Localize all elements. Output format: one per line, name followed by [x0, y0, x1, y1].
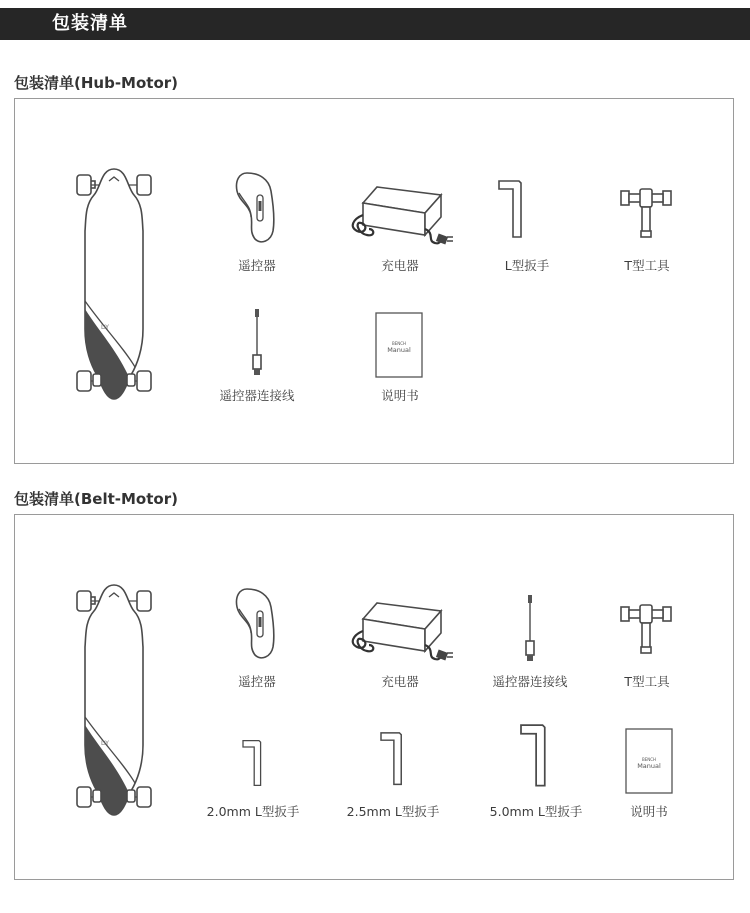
section-title-hub: 包装清单(Hub-Motor)	[14, 74, 179, 92]
remote-control-icon	[235, 171, 277, 247]
item-label: 遥控器	[238, 674, 276, 689]
item-label: 遥控器连接线	[492, 674, 568, 689]
svg-text:BENCH: BENCH	[391, 341, 407, 346]
charger-icon	[349, 185, 459, 249]
manual-icon	[376, 313, 424, 379]
svg-text:BENCH: BENCH	[641, 757, 657, 762]
item-label: 5.0mm L型扳手	[489, 804, 583, 819]
l-wrench-icon	[499, 179, 525, 241]
item-label: L型扳手	[504, 258, 550, 273]
skateboard-icon	[71, 169, 157, 401]
item-label: 遥控器连接线	[219, 388, 295, 403]
item-label: 遥控器	[238, 258, 276, 273]
svg-text:Manual: Manual	[637, 762, 661, 770]
svg-text:Manual: Manual	[387, 346, 411, 354]
skateboard-icon	[71, 585, 157, 817]
item-label: T型工具	[624, 674, 670, 689]
remote-control-icon	[235, 587, 277, 663]
t-tool-icon	[621, 185, 673, 241]
header-bar	[0, 8, 750, 40]
hub-motor-panel	[14, 98, 734, 464]
page-title: 包装清单	[52, 13, 128, 34]
item-label: 说明书	[381, 388, 419, 403]
item-label: 充电器	[381, 258, 419, 273]
item-label: 2.5mm L型扳手	[346, 804, 440, 819]
l-wrench-icon	[521, 723, 553, 789]
section-title-belt: 包装清单(Belt-Motor)	[14, 490, 178, 508]
charger-icon	[349, 601, 459, 665]
remote-cable-icon	[252, 309, 264, 377]
belt-motor-panel	[14, 514, 734, 880]
t-tool-icon	[621, 601, 673, 657]
l-wrench-icon	[381, 731, 407, 789]
item-label: 2.0mm L型扳手	[206, 804, 300, 819]
item-label: 说明书	[630, 804, 668, 819]
item-label: T型工具	[624, 258, 670, 273]
manual-icon	[626, 729, 674, 795]
item-label: 充电器	[381, 674, 419, 689]
l-wrench-icon	[243, 739, 265, 789]
remote-cable-icon	[525, 595, 537, 663]
